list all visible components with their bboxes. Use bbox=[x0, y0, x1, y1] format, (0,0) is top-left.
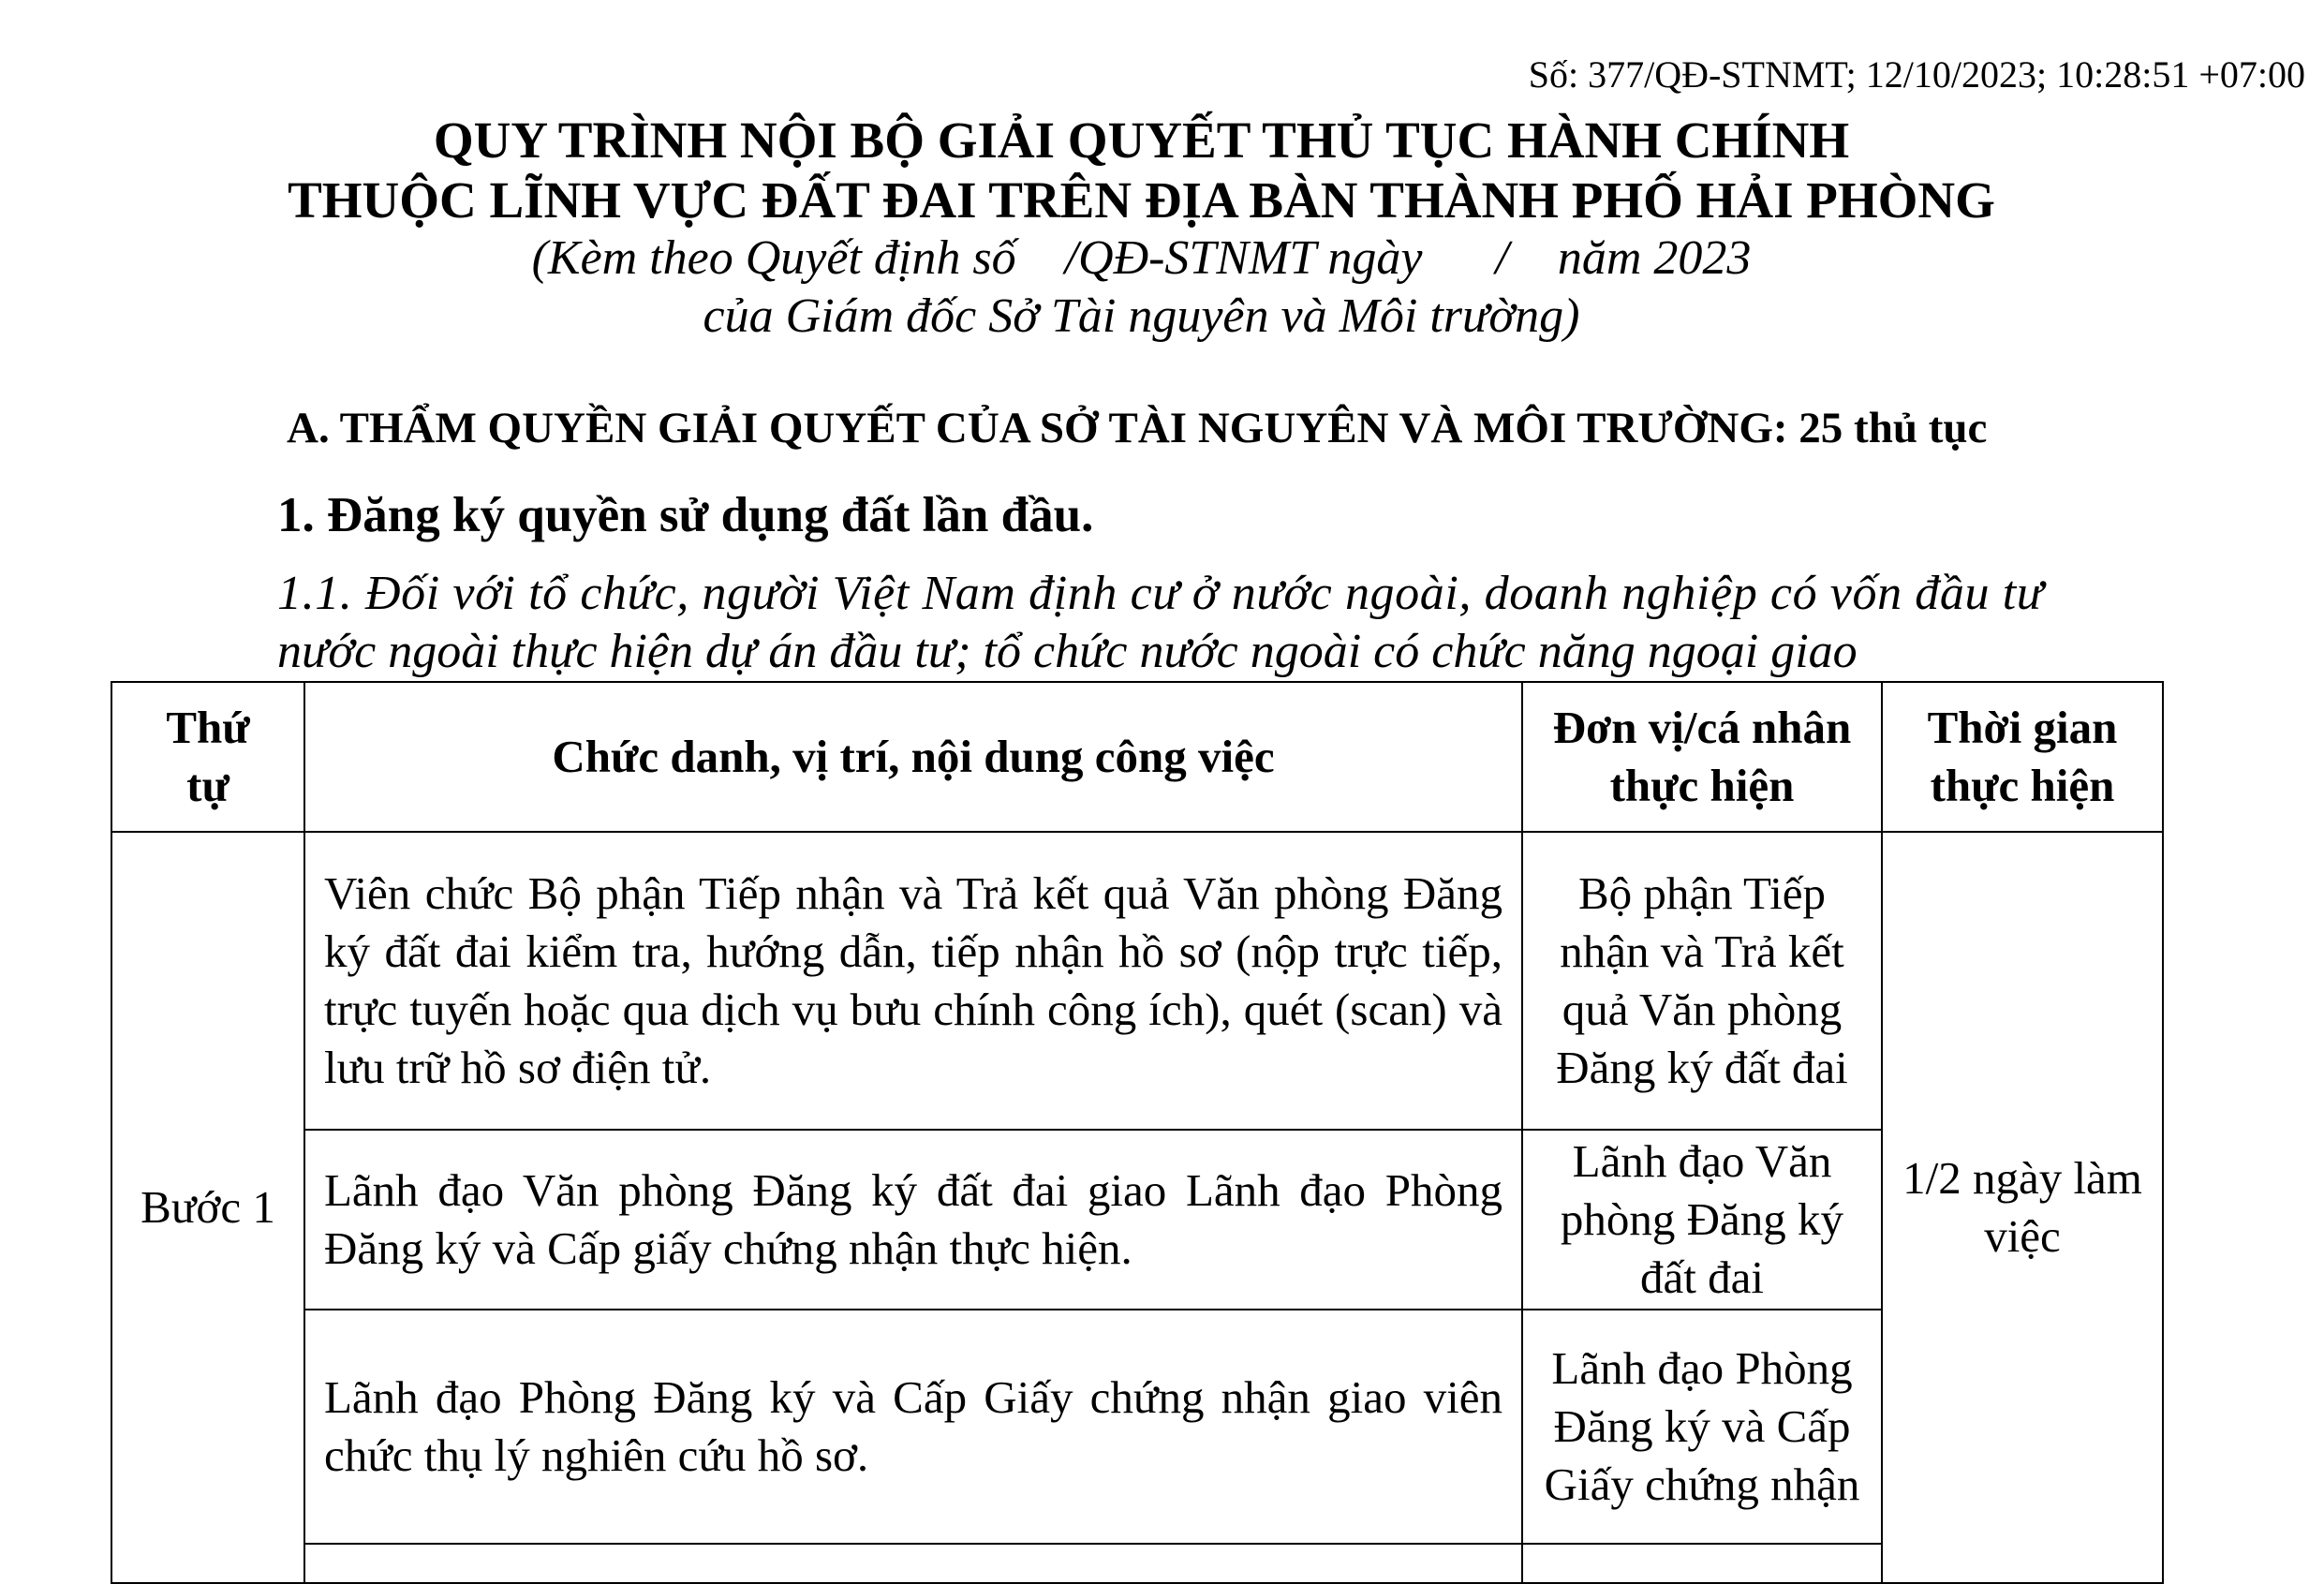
table-row-partial bbox=[111, 1544, 2163, 1583]
header-time bbox=[1882, 682, 2163, 832]
task-cell: Viên chức Bộ phận Tiếp nhận và Trả kết quả Văn phòng Đăng ký đất đai kiểm tra, hướng dẫn, tiếp nhận hồ sơ (nộp trực tiếp, trực tuyến hoặc qua dịch vụ bưu chính công ích), quét (scan) và lưu trữ hồ sơ điện tử. bbox=[304, 832, 1522, 1130]
sub-heading-line-2: nước ngoài thực hiện dự án đầu tư; tổ chức nước ngoài có chức năng ngoại giao bbox=[277, 625, 1858, 678]
header-time-line-1: Thời gian bbox=[1927, 702, 2118, 753]
table-row bbox=[111, 832, 2163, 1130]
time-cell: 1/2 ngày làm việc bbox=[1882, 832, 2163, 1583]
table-header-row bbox=[111, 682, 2163, 832]
unit-cell: Lãnh đạo Văn phòng Đăng ký đất đai bbox=[1522, 1130, 1882, 1310]
document-title-line-2: THUỘC LĨNH VỰC ĐẤT ĐAI TRÊN ĐỊA BÀN THÀNH PHỐ HẢI PHÒNG bbox=[288, 171, 1995, 229]
task-cell: Lãnh đạo Văn phòng Đăng ký đất đai giao Lãnh đạo Phòng Đăng ký và Cấp giấy chứng nhận thực hiện. bbox=[304, 1130, 1522, 1310]
header-order-line-2: tự bbox=[186, 760, 229, 811]
document-subtitle-line-1: (Kèm theo Quyết định số /QĐ-STNMT ngày / năm 2023 bbox=[531, 231, 1752, 285]
document-reference: Số: 377/QĐ-STNMT; 12/10/2023; 10:28:51 +07:00 bbox=[1528, 53, 2305, 96]
procedure-table bbox=[111, 681, 2164, 1584]
task-cell: Lãnh đạo Phòng Đăng ký và Cấp Giấy chứng nhận giao viên chức thụ lý nghiên cứu hồ sơ. bbox=[304, 1310, 1522, 1544]
document-title-line-1: QUY TRÌNH NỘI BỘ GIẢI QUYẾT THỦ TỤC HÀNH CHÍNH bbox=[433, 111, 1850, 169]
header-order-line-1: Thứ bbox=[166, 702, 250, 753]
procedure-heading: 1. Đăng ký quyền sử dụng đất lần đầu. bbox=[277, 488, 1094, 542]
header-unit bbox=[1522, 682, 1882, 832]
unit-cell: Bộ phận Tiếp nhận và Trả kết quả Văn phòng Đăng ký đất đai bbox=[1522, 832, 1882, 1130]
table-row bbox=[111, 1130, 2163, 1310]
header-task: Chức danh, vị trí, nội dung công việc bbox=[304, 682, 1522, 832]
section-heading: A. THẨM QUYỀN GIẢI QUYẾT CỦA SỞ TÀI NGUYÊN VÀ MÔI TRƯỜNG: 25 thủ tục bbox=[287, 404, 1988, 452]
sub-heading-line-1: 1.1. Đối với tổ chức, người Việt Nam định cư ở nước ngoài, doanh nghiệp có vốn đầu tư bbox=[277, 567, 2044, 620]
header-unit-line-2: thực hiện bbox=[1609, 760, 1795, 811]
header-order bbox=[111, 682, 304, 832]
header-unit-line-1: Đơn vị/cá nhân bbox=[1552, 702, 1852, 753]
document-subtitle-line-2: của Giám đốc Sở Tài nguyên và Môi trường) bbox=[703, 289, 1580, 343]
header-time-line-2: thực hiện bbox=[1930, 760, 2115, 811]
task-cell-partial bbox=[304, 1544, 1522, 1583]
unit-cell-partial bbox=[1522, 1544, 1882, 1583]
unit-cell: Lãnh đạo Phòng Đăng ký và Cấp Giấy chứng nhận bbox=[1522, 1310, 1882, 1544]
table-row bbox=[111, 1310, 2163, 1544]
step-cell: Bước 1 bbox=[111, 832, 304, 1583]
